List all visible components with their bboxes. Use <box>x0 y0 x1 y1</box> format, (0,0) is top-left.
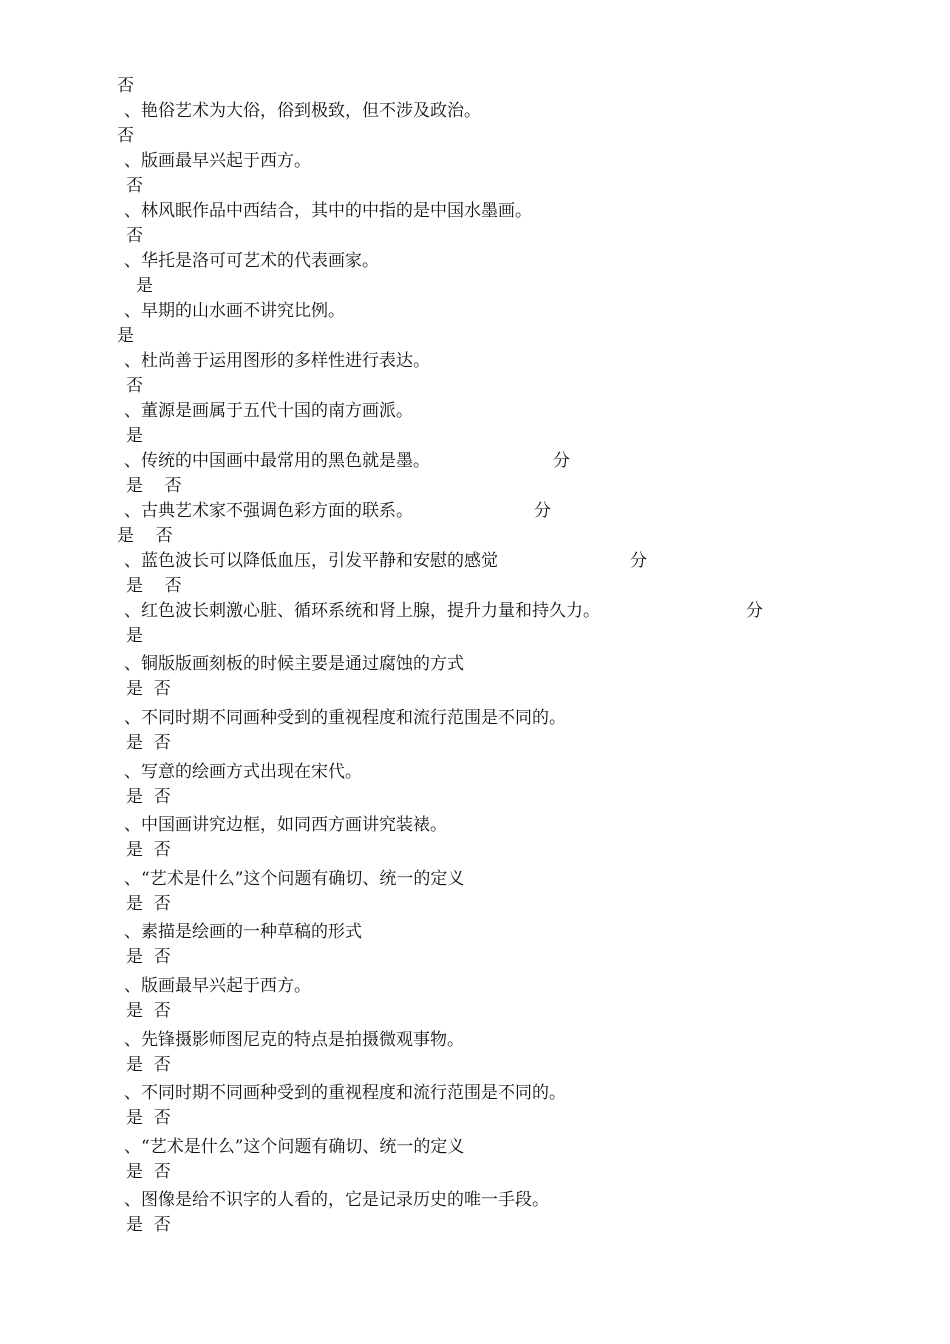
question-line: 、红色波长刺激心脏、循环系统和肾上腺，提升力量和持久力。 <box>124 601 600 621</box>
question-line: 、华托是洛可可艺术的代表画家。 <box>124 251 379 271</box>
score-mark: 分 <box>553 451 570 471</box>
score-mark: 分 <box>534 501 551 521</box>
question-line: 、铜版版画刻板的时候主要是通过腐蚀的方式 <box>124 654 464 674</box>
question-line: 、早期的山水画不讲究比例。 <box>124 301 345 321</box>
question-line: 、不同时期不同画种受到的重视程度和流行范围是不同的。 <box>124 708 566 728</box>
question-line: 、“艺术是什么”这个问题有确切、统一的定义 <box>124 1137 465 1157</box>
question-line: 、版画最早兴起于西方。 <box>124 151 311 171</box>
question-line: 、古典艺术家不强调色彩方面的联系。 <box>124 501 413 521</box>
answer-line: 是 <box>126 426 143 446</box>
answer-line: 否 <box>117 126 134 146</box>
question-line: 、董源是画属于五代十国的南方画派。 <box>124 401 413 421</box>
answer-line: 是 否 <box>126 1215 171 1235</box>
answer-line: 是 否 <box>126 1162 171 1182</box>
answer-line: 否 <box>117 76 134 96</box>
answer-line: 是 否 <box>126 1001 171 1021</box>
answer-line: 否 <box>126 176 143 196</box>
answer-line: 是 <box>126 626 143 646</box>
answer-line: 是 否 <box>126 1055 171 1075</box>
answer-line: 否 <box>126 226 143 246</box>
answer-line: 否 <box>126 376 143 396</box>
score-mark: 分 <box>746 601 763 621</box>
question-line: 、艳俗艺术为大俗，俗到极致，但不涉及政治。 <box>124 101 481 121</box>
question-line: 、传统的中国画中最常用的黑色就是墨。 <box>124 451 430 471</box>
answer-line: 是 否 <box>126 476 182 496</box>
answer-line: 是 否 <box>126 576 182 596</box>
answer-line: 是 否 <box>117 526 173 546</box>
question-line: 、“艺术是什么”这个问题有确切、统一的定义 <box>124 869 465 889</box>
answer-line: 是 否 <box>126 787 171 807</box>
answer-line: 是 <box>136 276 153 296</box>
question-line: 、素描是绘画的一种草稿的形式 <box>124 922 362 942</box>
answer-line: 是 否 <box>126 894 171 914</box>
answer-line: 是 否 <box>126 733 171 753</box>
question-line: 、不同时期不同画种受到的重视程度和流行范围是不同的。 <box>124 1083 566 1103</box>
question-line: 、蓝色波长可以降低血压，引发平静和安慰的感觉 <box>124 551 498 571</box>
answer-line: 是 否 <box>126 1108 171 1128</box>
question-line: 、图像是给不识字的人看的，它是记录历史的唯一手段。 <box>124 1190 549 1210</box>
answer-line: 是 否 <box>126 679 171 699</box>
answer-line: 是 否 <box>126 840 171 860</box>
question-line: 、中国画讲究边框，如同西方画讲究装裱。 <box>124 815 447 835</box>
question-line: 、林风眠作品中西结合，其中的中指的是中国水墨画。 <box>124 201 532 221</box>
score-mark: 分 <box>630 551 647 571</box>
question-line: 、写意的绘画方式出现在宋代。 <box>124 762 362 782</box>
answer-line: 是 <box>117 326 134 346</box>
question-line: 、杜尚善于运用图形的多样性进行表达。 <box>124 351 430 371</box>
answer-line: 是 否 <box>126 947 171 967</box>
question-line: 、先锋摄影师图尼克的特点是拍摄微观事物。 <box>124 1030 464 1050</box>
question-line: 、版画最早兴起于西方。 <box>124 976 311 996</box>
